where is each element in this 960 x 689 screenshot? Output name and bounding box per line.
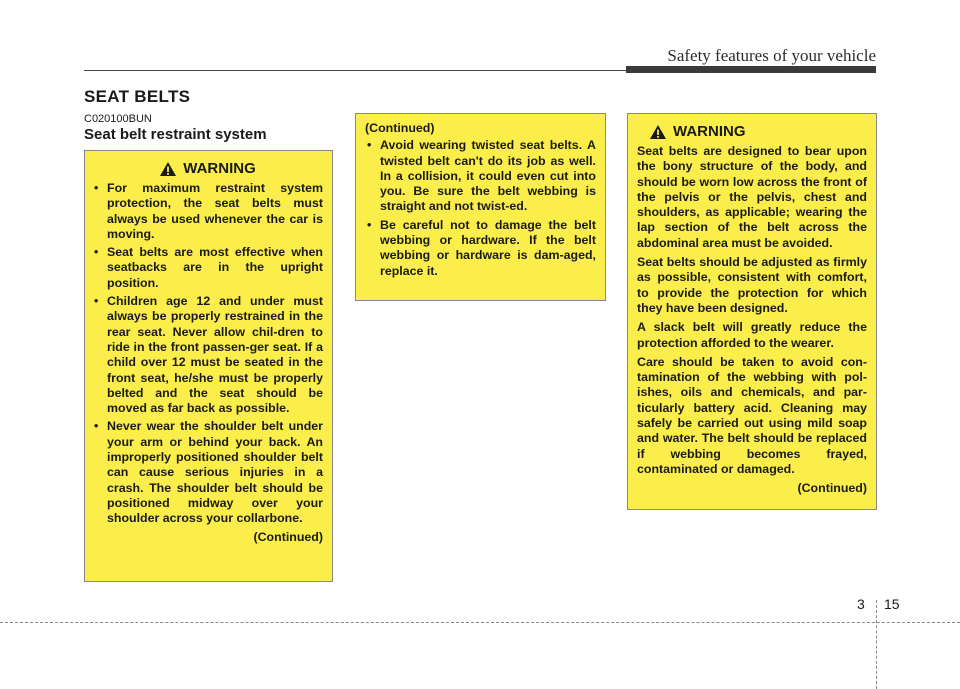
warning-box-1	[84, 150, 333, 582]
bullet: •	[94, 419, 99, 434]
bullet: •	[94, 181, 99, 195]
list-item-text: Children age 12 and under must always be properly restrained in the rear seat. Never allow chil-dren to ride in the front passen-ger seat. If a child over 12 must be seated in the front seat, he/she must be properly belted and the seat should be moved as far back as possible.	[107, 294, 323, 416]
bullet: •	[94, 294, 99, 309]
list-item	[92, 181, 323, 242]
header-bar	[626, 66, 876, 73]
list-item	[365, 138, 596, 214]
chapter-number: 3	[857, 596, 865, 612]
bullet: •	[367, 138, 372, 153]
bullet: •	[367, 217, 372, 232]
bullet: •	[94, 245, 99, 260]
footer-dashed-rule	[0, 622, 960, 623]
warning-heading-1	[92, 161, 323, 177]
page-number: 15	[884, 596, 900, 612]
footer-vertical-rule	[876, 600, 877, 689]
warning-paragraph: Seat belts are designed to bear upon the bony structure of the body, and should be worn low across the front of the pelvis or the pelvis, chest and shoulders, as applicable; wearing the lap section of the belt across the abdominal area must be avoided.	[637, 144, 867, 250]
continued-heading: (Continued)	[365, 121, 435, 135]
continued-label: (Continued)	[797, 481, 867, 496]
continued-box	[355, 113, 606, 301]
warning-list-1	[92, 181, 323, 527]
warning-triangle-icon	[159, 161, 177, 177]
list-item-text: For maximum restraint system protection, the seat belts must always be used whenever the car is moving.	[107, 181, 323, 241]
list-item	[365, 218, 596, 279]
warning-heading-2	[637, 124, 867, 140]
list-item-text: Avoid wearing twisted seat belts. A twisted belt can't do its job as well. In a collision, it could even cut into you. Be sure the belt webbing is straight and not twist-ed.	[380, 138, 596, 214]
warning-paragraph: A slack belt will greatly reduce the protection afforded to the wearer.	[637, 320, 867, 350]
list-item-text: Be careful not to damage the belt webbing or hardware. If the belt webbing or hardware is dam-aged, replace it.	[380, 217, 596, 278]
warning-heading-text: WARNING	[673, 123, 746, 141]
list-item	[92, 245, 323, 291]
subsection-title: Seat belt restraint system	[84, 126, 267, 143]
warning-box-2	[627, 113, 877, 510]
warning-heading-text: WARNING	[183, 160, 256, 178]
list-item	[92, 419, 323, 526]
list-item-text: Seat belts are most effective when seatbacks are in the upright position.	[107, 245, 323, 290]
continued-label: (Continued)	[253, 529, 323, 544]
section-title: SEAT BELTS	[84, 87, 191, 106]
section-code: C020100BUN	[84, 113, 152, 125]
list-item-text: Never wear the shoulder belt under your arm or behind your back. An improperly positioned shoulder belt can cause serious injuries in a crash. The shoulder belt should be positioned midway over your shoulder across your collarbone.	[107, 419, 323, 526]
warning-paragraph: Seat belts should be adjusted as firmly as possible, consistent with comfort, to provide the protection for which they have been designed.	[637, 255, 867, 315]
list-item	[92, 294, 323, 416]
warning-paragraph: Care should be taken to avoid con-tamination of the webbing with pol-ishes, oils and chemicals, and par-ticularly battery acid. Cleaning may safely be carried out using mild soap and water. The belt should be replaced if webbing becomes frayed, contaminated or damaged.	[637, 354, 867, 476]
continued-list	[365, 138, 596, 279]
header-title: Safety features of your vehicle	[667, 46, 876, 65]
warning-triangle-icon	[649, 124, 667, 140]
